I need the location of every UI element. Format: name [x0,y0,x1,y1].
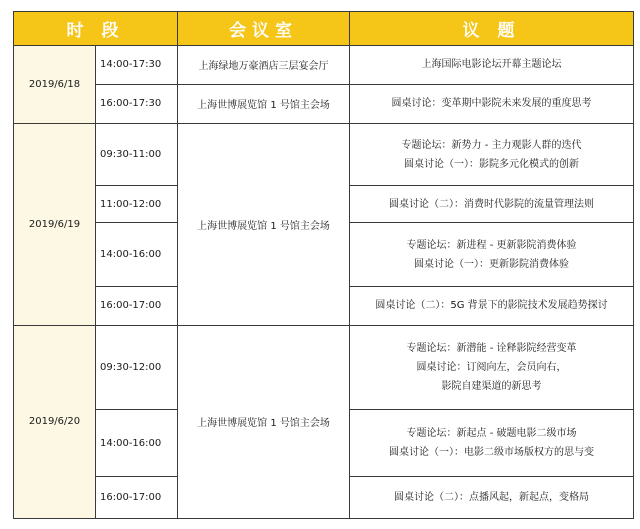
topic-cell [350,223,634,287]
header-topic: 议 题 [350,12,634,46]
time-cell: 16:00-17:00 [96,287,178,326]
table-row [14,46,634,85]
topic-line: 上海国际电影论坛开幕主题论坛 [421,59,562,71]
time-cell: 11:00-12:00 [96,185,178,223]
topic-cell [350,185,634,223]
room-cell: 上海世博展览馆 1 号馆主会场 [178,325,350,518]
schedule-table [13,11,634,519]
table-row [14,84,634,124]
topic-line: 圆桌讨论（二）：点播风起，新起点，变格局 [394,492,590,504]
date-cell: 2019/6/19 [14,124,96,325]
time-cell: 16:00-17:30 [96,84,178,124]
topic-cell [350,84,634,124]
time-cell: 16:00-17:00 [96,477,178,519]
time-cell: 14:00-16:00 [96,223,178,287]
topic-cell [350,410,634,477]
header-row [14,12,634,46]
topic-cell [350,477,634,519]
topic-line: 圆桌讨论：订阅向左，会员向右， [416,362,567,374]
room-cell: 上海世博展览馆 1 号馆主会场 [178,124,350,325]
topic-cell [350,46,634,85]
topic-line: 圆桌讨论（二）：5G 背景下的影院技术发展趋势探讨 [375,300,608,312]
topic-line: 圆桌讨论（一）：更新影院消费体验 [414,258,570,270]
topic-line: 专题论坛：新势力 - 主力观影人群的迭代 [401,139,582,151]
topic-line: 圆桌讨论（二）：消费时代影院的流量管理法则 [389,198,595,210]
topic-line: 圆桌讨论（一）：影院多元化模式的创新 [404,158,580,170]
topic-line: 专题论坛：新起点 - 破题电影二级市场 [406,428,577,440]
room-cell: 上海绿地万豪酒店三层宴会厅 [178,46,350,85]
topic-cell [350,325,634,410]
topic-line: 圆桌讨论（一）：电影二级市场版权方的思与变 [389,447,595,459]
topic-line: 影院自建渠道的新思考 [441,381,542,393]
time-cell: 14:00-16:00 [96,410,178,477]
time-cell: 09:30-12:00 [96,325,178,410]
table-row [14,124,634,186]
time-cell: 14:00-17:30 [96,46,178,85]
time-cell: 09:30-11:00 [96,124,178,186]
topic-line: 专题论坛：新进程 - 更新影院消费体验 [406,239,577,251]
date-cell: 2019/6/20 [14,325,96,518]
topic-cell [350,124,634,186]
topic-line: 圆桌讨论：变革期中影院未来发展的重度思考 [391,98,592,110]
topic-line: 专题论坛：新潜能 - 诠释影院经营变革 [406,343,577,355]
table-row [14,325,634,410]
header-room: 会议室 [178,12,350,46]
date-cell: 2019/6/18 [14,46,96,124]
header-period: 时 段 [14,12,178,46]
topic-cell [350,287,634,326]
room-cell: 上海世博展览馆 1 号馆主会场 [178,84,350,124]
